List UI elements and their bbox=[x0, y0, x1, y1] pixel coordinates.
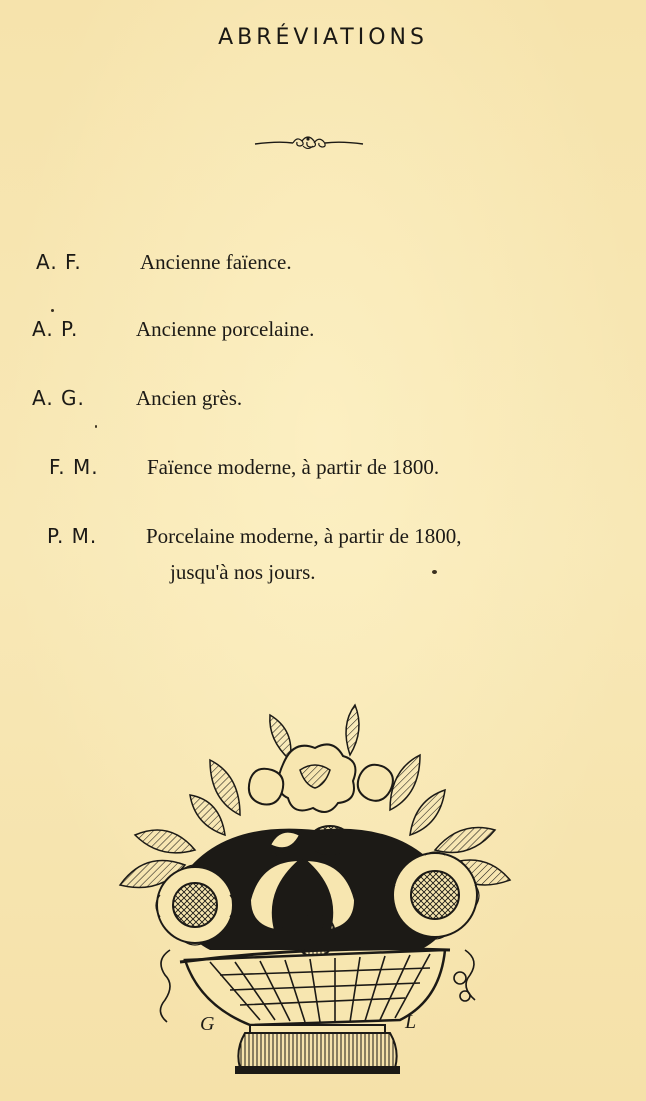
abbreviation-code: A. G. bbox=[32, 386, 85, 410]
abbreviation-code: P. M. bbox=[47, 524, 98, 548]
abbreviation-code: A. P. bbox=[32, 317, 79, 341]
abbreviation-row bbox=[32, 317, 314, 342]
abbreviation-description: Ancienne faïence. bbox=[140, 250, 292, 274]
page-title: ABRÉVIATIONS bbox=[218, 24, 428, 50]
monogram-right: L bbox=[405, 1011, 417, 1033]
monogram-left: G bbox=[200, 1013, 215, 1035]
abbreviation-description: Porcelaine moderne, à partir de 1800, bbox=[146, 524, 462, 548]
ornament-divider-icon bbox=[253, 132, 365, 154]
abbreviation-description: Ancienne porcelaine. bbox=[136, 317, 315, 341]
abbreviation-row bbox=[49, 455, 439, 480]
abbreviation-code: A. F. bbox=[36, 250, 82, 274]
print-speck bbox=[432, 570, 437, 574]
abbreviation-row bbox=[47, 524, 461, 549]
abbreviation-continuation: jusqu'à nos jours. bbox=[170, 560, 316, 584]
print-speck bbox=[95, 425, 97, 428]
abbreviation-description: Ancien grès. bbox=[136, 386, 243, 410]
abbreviation-row bbox=[36, 250, 292, 275]
abbreviation-row bbox=[32, 386, 242, 411]
abbreviation-code: F. M. bbox=[49, 455, 99, 479]
abbreviation-description: Faïence moderne, à partir de 1800. bbox=[147, 455, 440, 479]
flower-basket-illustration bbox=[100, 700, 530, 1080]
print-speck bbox=[51, 309, 54, 312]
